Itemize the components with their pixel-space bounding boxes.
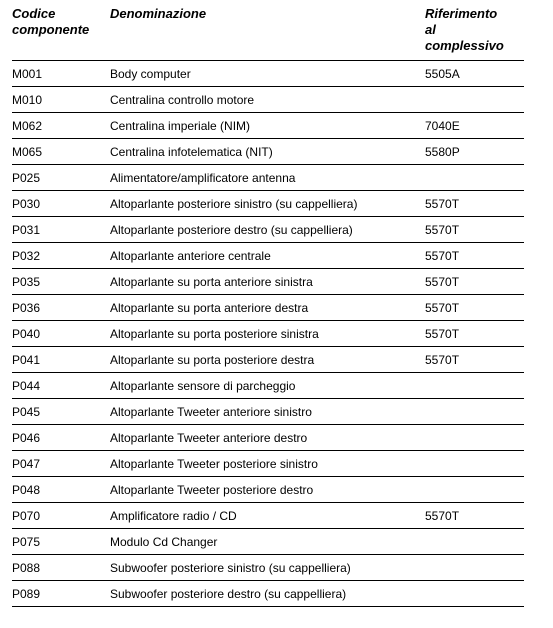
table-row	[12, 165, 524, 191]
table-row	[12, 269, 524, 295]
cell-name: Altoparlante posteriore destro (su cappelliera)	[110, 217, 425, 243]
table-row	[12, 139, 524, 165]
cell-code: P046	[12, 425, 110, 451]
cell-name: Altoparlante posteriore sinistro (su cappelliera)	[110, 191, 425, 217]
cell-code: P031	[12, 217, 110, 243]
component-table	[12, 6, 524, 607]
cell-name: Altoparlante Tweeter anteriore destro	[110, 425, 425, 451]
table-row	[12, 243, 524, 269]
cell-name: Alimentatore/amplificatore antenna	[110, 165, 425, 191]
table-row	[12, 503, 524, 529]
cell-ref: 5580P	[425, 139, 524, 165]
cell-ref	[425, 529, 524, 555]
cell-code: P040	[12, 321, 110, 347]
cell-ref: 5570T	[425, 321, 524, 347]
cell-name: Altoparlante sensore di parcheggio	[110, 373, 425, 399]
cell-code: M001	[12, 61, 110, 87]
cell-code: P045	[12, 399, 110, 425]
cell-ref	[425, 87, 524, 113]
cell-ref: 5505A	[425, 61, 524, 87]
cell-name: Subwoofer posteriore sinistro (su cappelliera)	[110, 555, 425, 581]
table-header-row	[12, 6, 524, 61]
cell-code: P030	[12, 191, 110, 217]
cell-name: Altoparlante anteriore centrale	[110, 243, 425, 269]
cell-ref: 5570T	[425, 503, 524, 529]
cell-name: Altoparlante Tweeter posteriore destro	[110, 477, 425, 503]
cell-code: M065	[12, 139, 110, 165]
table-row	[12, 373, 524, 399]
cell-ref	[425, 581, 524, 607]
cell-name: Modulo Cd Changer	[110, 529, 425, 555]
table-row	[12, 321, 524, 347]
cell-code: P048	[12, 477, 110, 503]
cell-code: P032	[12, 243, 110, 269]
cell-ref: 5570T	[425, 191, 524, 217]
header-code-line: Codice	[12, 6, 56, 21]
cell-name: Altoparlante su porta anteriore sinistra	[110, 269, 425, 295]
cell-name: Centralina imperiale (NIM)	[110, 113, 425, 139]
cell-name: Altoparlante su porta posteriore destra	[110, 347, 425, 373]
cell-ref	[425, 477, 524, 503]
cell-ref: 5570T	[425, 269, 524, 295]
table-row	[12, 113, 524, 139]
cell-name: Body computer	[110, 61, 425, 87]
cell-ref	[425, 555, 524, 581]
cell-name: Centralina controllo motore	[110, 87, 425, 113]
table-row	[12, 477, 524, 503]
cell-ref	[425, 451, 524, 477]
header-name	[110, 6, 425, 61]
table-row	[12, 217, 524, 243]
cell-code: P088	[12, 555, 110, 581]
cell-name: Altoparlante Tweeter anteriore sinistro	[110, 399, 425, 425]
table-row	[12, 61, 524, 87]
cell-code: M062	[12, 113, 110, 139]
header-name-line: Denominazione	[110, 6, 207, 21]
cell-code: P041	[12, 347, 110, 373]
cell-ref: 5570T	[425, 347, 524, 373]
cell-code: P075	[12, 529, 110, 555]
header-ref-line: al	[425, 22, 436, 37]
header-code	[12, 6, 110, 61]
cell-ref	[425, 399, 524, 425]
table-row	[12, 347, 524, 373]
header-ref	[425, 6, 524, 61]
cell-name: Subwoofer posteriore destro (su cappelliera)	[110, 581, 425, 607]
cell-ref: 5570T	[425, 243, 524, 269]
cell-code: P047	[12, 451, 110, 477]
table-row	[12, 451, 524, 477]
cell-code: P070	[12, 503, 110, 529]
cell-ref	[425, 165, 524, 191]
cell-code: P036	[12, 295, 110, 321]
header-code-line: componente	[12, 22, 90, 37]
cell-ref: 5570T	[425, 295, 524, 321]
cell-ref: 7040E	[425, 113, 524, 139]
table-row	[12, 425, 524, 451]
cell-name: Altoparlante Tweeter posteriore sinistro	[110, 451, 425, 477]
header-ref-line: Riferimento	[425, 6, 498, 21]
cell-name: Amplificatore radio / CD	[110, 503, 425, 529]
cell-name: Altoparlante su porta posteriore sinistra	[110, 321, 425, 347]
table-row	[12, 295, 524, 321]
table-body	[12, 61, 524, 607]
table-row	[12, 87, 524, 113]
cell-ref	[425, 373, 524, 399]
table-row	[12, 191, 524, 217]
cell-code: P035	[12, 269, 110, 295]
cell-code: M010	[12, 87, 110, 113]
cell-name: Altoparlante su porta anteriore destra	[110, 295, 425, 321]
cell-ref: 5570T	[425, 217, 524, 243]
table-row	[12, 529, 524, 555]
table-row	[12, 581, 524, 607]
cell-code: P044	[12, 373, 110, 399]
cell-code: P089	[12, 581, 110, 607]
cell-code: P025	[12, 165, 110, 191]
table-row	[12, 555, 524, 581]
header-ref-line: complessivo	[425, 38, 504, 53]
cell-ref	[425, 425, 524, 451]
table-row	[12, 399, 524, 425]
cell-name: Centralina infotelematica (NIT)	[110, 139, 425, 165]
